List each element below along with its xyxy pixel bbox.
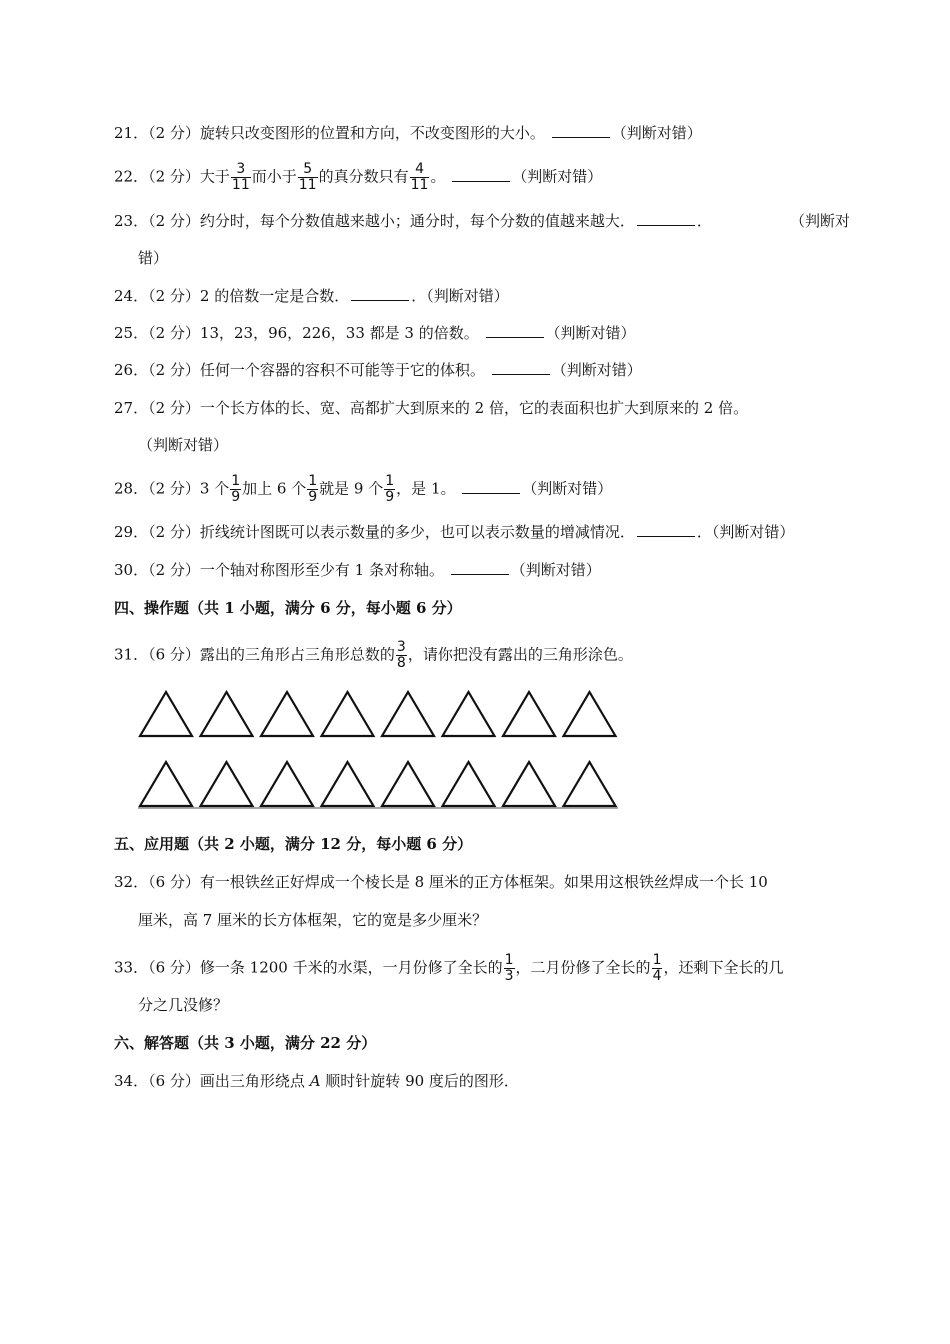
answer-blank[interactable] <box>351 286 409 301</box>
triangle[interactable] <box>201 692 253 736</box>
answer-blank[interactable] <box>451 560 509 575</box>
triangle[interactable] <box>322 692 374 736</box>
triangle[interactable] <box>140 692 192 736</box>
triangle[interactable] <box>322 762 374 806</box>
answer-blank[interactable] <box>552 123 610 138</box>
triangle[interactable] <box>443 692 495 736</box>
fraction: $\frac{4}{11}$ <box>410 161 429 193</box>
fraction: $\frac{3}{11}$ <box>231 161 250 193</box>
triangle[interactable] <box>503 762 555 806</box>
triangle-grid <box>136 686 620 812</box>
fraction: $\frac{1}{9}$ <box>385 473 395 505</box>
triangle[interactable] <box>261 762 313 806</box>
section-heading-5: 五、应用题（共 2 小题，满分 12 分，每小题 6 分） <box>114 835 473 853</box>
question-33-cont: 分之几没修？ <box>138 996 229 1014</box>
answer-blank[interactable] <box>637 211 695 226</box>
question-30: 30．（2 分）一个轴对称图形至少有 1 条对称轴。 （判断对错） <box>114 561 601 579</box>
question-31: 31．（6 分）露出的三角形占三角形总数的 $\frac{3}{8}$ ，请你把没有露出的三角形涂色。 <box>114 639 633 671</box>
triangle-figure <box>136 686 620 812</box>
fraction: $\frac{1}{9}$ <box>231 473 241 505</box>
question-23: 23．（2 分）约分时，每个分数值越来越小；通分时，每个分数的值越来越大． ． （判断对 <box>114 212 850 230</box>
question-29: 29．（2 分）折线统计图既可以表示数量的多少，也可以表示数量的增减情况． ．（判断对错） <box>114 523 795 541</box>
answer-blank[interactable] <box>452 167 510 182</box>
fraction: $\frac{5}{11}$ <box>298 161 317 193</box>
triangle[interactable] <box>140 762 192 806</box>
question-32-cont: 厘米，高 7 厘米的长方体框架，它的宽是多少厘米？ <box>138 911 488 929</box>
question-27: 27．（2 分）一个长方体的长、宽、高都扩大到原来的 2 倍，它的表面积也扩大到原来的 2 倍。 <box>114 399 749 417</box>
question-24: 24．（2 分）2 的倍数一定是合数． ．（判断对错） <box>114 287 509 305</box>
question-25: 25．（2 分）13，23，96，226，33 都是 3 的倍数。 （判断对错） <box>114 324 636 342</box>
question-26: 26．（2 分）任何一个容器的容积不可能等于它的体积。 （判断对错） <box>114 361 642 379</box>
fraction: $\frac{1}{9}$ <box>308 473 318 505</box>
triangle[interactable] <box>564 692 616 736</box>
question-28: 28．（2 分）3 个 $\frac{1}{9}$ 加上 6 个 $\frac{1}{9}$ 就是 9 个 $\frac{1}{9}$ ，是 1。 （判断对错） <box>114 473 613 505</box>
question-27-cont: （判断对错） <box>138 436 229 454</box>
triangle[interactable] <box>503 692 555 736</box>
question-32: 32．（6 分）有一根铁丝正好焊成一个棱长是 8 厘米的正方体框架。如果用这根铁丝焊成一个长 10 <box>114 873 768 891</box>
question-23-cont: 错） <box>138 249 169 267</box>
triangle[interactable] <box>261 692 313 736</box>
triangle[interactable] <box>382 762 434 806</box>
question-33: 33．（6 分）修一条 1200 千米的水渠，一月份修了全长的 $\frac{1}{3}$ ，二月份修了全长的 $\frac{1}{4}$ ，还剩下全长的几 <box>114 952 784 984</box>
answer-blank[interactable] <box>486 323 544 338</box>
question-22: 22．（2 分）大于 $\frac{3}{11}$ 而小于 $\frac{5}{11}$ 的真分数只有 $\frac{4}{11}$ 。 （判断对错） <box>114 161 603 193</box>
section-heading-4: 四、操作题（共 1 小题，满分 6 分，每小题 6 分） <box>114 599 462 617</box>
triangle[interactable] <box>382 692 434 736</box>
answer-blank[interactable] <box>492 360 550 375</box>
question-21: 21．（2 分）旋转只改变图形的位置和方向，不改变图形的大小。 （判断对错） <box>114 124 702 142</box>
triangle[interactable] <box>564 762 616 806</box>
fraction: $\frac{1}{3}$ <box>504 952 514 984</box>
question-34: 34．（6 分）画出三角形绕点 A 顺时针旋转 90 度后的图形． <box>114 1072 519 1090</box>
triangle[interactable] <box>443 762 495 806</box>
triangle[interactable] <box>201 762 253 806</box>
fraction: $\frac{1}{4}$ <box>652 952 662 984</box>
section-heading-6: 六、解答题（共 3 小题，满分 22 分） <box>114 1034 377 1052</box>
fraction: $\frac{3}{8}$ <box>396 639 406 671</box>
answer-blank[interactable] <box>637 522 695 537</box>
answer-blank[interactable] <box>462 479 520 494</box>
